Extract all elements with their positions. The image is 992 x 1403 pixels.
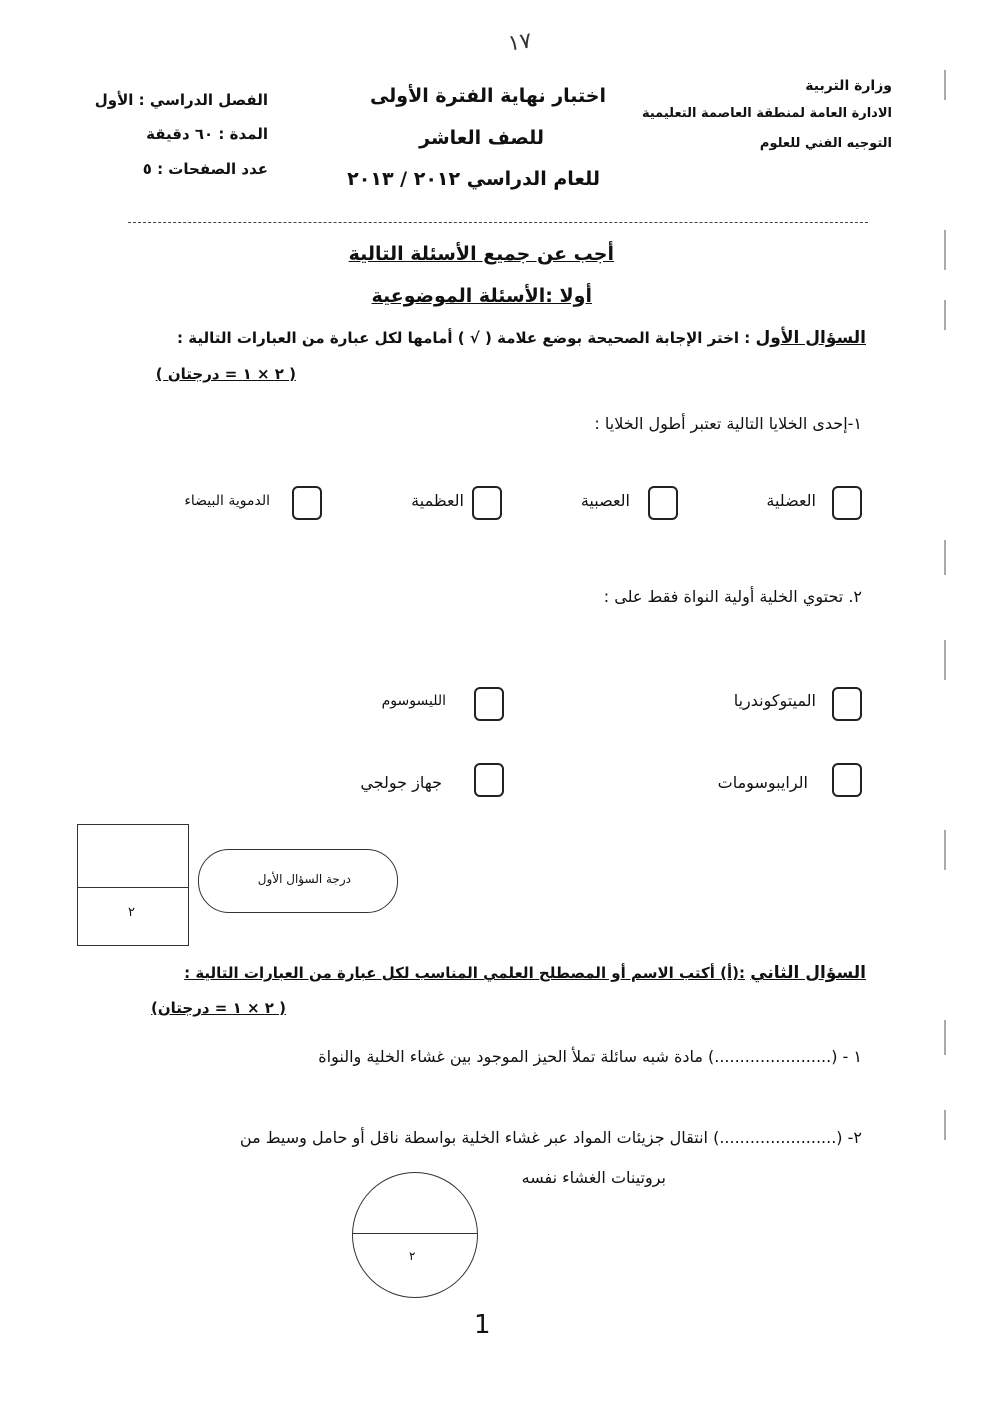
q2-item2-continuation: بروتينات الغشاء نفسه — [521, 1168, 666, 1187]
q1-item1-option4-checkbox[interactable] — [292, 486, 322, 520]
question1-score-label-pill — [198, 849, 398, 913]
scan-margin-mark — [944, 300, 946, 330]
q1-item1-option1-label: العضلية — [766, 491, 816, 510]
q1-item2-option2-checkbox[interactable] — [474, 687, 504, 721]
academic-year: للعام الدراسي ٢٠١٢ / ٢٠١٣ — [347, 168, 600, 190]
guidance-name: التوجيه الفني للعلوم — [759, 136, 892, 151]
question1-header — [177, 328, 866, 348]
question1-score-box — [77, 824, 189, 946]
question2-score-circle — [352, 1172, 478, 1298]
question2-prompt: :(أ) أكتب الاسم أو المصطلح العلمي المناسب لكل عبارة من العبارات التالية : — [184, 964, 745, 982]
question1-marks: ( ٢ × ١ = درجتان ) — [155, 365, 296, 383]
question2-label: السؤال الثاني — [750, 963, 866, 983]
q1-item2-option1-checkbox[interactable] — [832, 687, 862, 721]
q1-item1-option2-label: العصبية — [580, 491, 630, 510]
scan-margin-mark — [944, 1020, 946, 1055]
question1-score-label: درجة السؤال الأول — [257, 872, 351, 886]
q1-item2-text: ٢. تحتوي الخلية أولية النواة فقط على : — [603, 587, 862, 606]
scan-margin-mark — [944, 70, 946, 100]
duration-label: المدة : ٦٠ دقيقة — [146, 125, 268, 143]
q1-item2-option2-label: الليسوسوم — [381, 693, 446, 709]
q2-item2-text: ٢- (.......................) انتقال جزيئات المواد عبر غشاء الخلية بواسطة ناقل أو حامل وسيط من — [239, 1128, 862, 1147]
header-divider — [128, 222, 868, 223]
q1-item1-option3-label: العظمية — [411, 491, 464, 510]
question1-score-total: ٢ — [128, 905, 135, 920]
page-number: 1 — [474, 1310, 491, 1340]
answer-all-heading: أجب عن جميع الأسئلة التالية — [348, 243, 614, 265]
q1-item2-option1-label: الميتوكوندريا — [733, 691, 816, 710]
semester-label: الفصل الدراسي : الأول — [94, 91, 268, 109]
question2-marks: ( ٢ × ١ = درجتان) — [151, 999, 286, 1017]
ministry-name: وزارة التربية — [805, 78, 892, 94]
pages-label: عدد الصفحات : ٥ — [142, 160, 268, 178]
q1-item2-option4-label: جهاز جولجي — [360, 773, 442, 792]
question1-label: السؤال الأول — [755, 328, 866, 348]
q1-item1-text: ١-إحدى الخلايا التالية تعتبر أطول الخلايا : — [594, 414, 862, 433]
handwritten-mark: ١٧ — [506, 28, 534, 57]
q1-item2-option3-checkbox[interactable] — [832, 763, 862, 797]
q1-item1-option1-checkbox[interactable] — [832, 486, 862, 520]
q1-item1-option2-checkbox[interactable] — [648, 486, 678, 520]
directorate-name: الادارة العامة لمنطقة العاصمة التعليمية — [641, 106, 892, 121]
grade-label: للصف العاشر — [419, 127, 544, 149]
scan-margin-mark — [944, 640, 946, 680]
q1-item1-option3-checkbox[interactable] — [472, 486, 502, 520]
question2-header — [184, 963, 866, 983]
score-divider — [78, 887, 188, 888]
q1-item2-option3-label: الرايبوسومات — [717, 773, 808, 792]
scan-margin-mark — [944, 1110, 946, 1140]
exam-title: اختبار نهاية الفترة الأولى — [369, 85, 606, 107]
scan-margin-mark — [944, 230, 946, 270]
q2-item1-text: ١ - (.......................) مادة شبه سائلة تملأ الحيز الموجود بين غشاء الخلية والنواة — [318, 1047, 862, 1066]
question2-score-total: ٢ — [409, 1249, 416, 1263]
score-divider — [353, 1233, 477, 1234]
scan-margin-mark — [944, 540, 946, 575]
section-one-heading: أولا :الأسئلة الموضوعية — [371, 285, 592, 307]
scan-margin-mark — [944, 830, 946, 870]
q1-item1-option4-label: الدموية البيضاء — [184, 493, 270, 509]
question1-prompt: : اختر الإجابة الصحيحة بوضع علامة ( √ ) أمامها لكل عبارة من العبارات التالية : — [177, 329, 751, 347]
q1-item2-option4-checkbox[interactable] — [474, 763, 504, 797]
